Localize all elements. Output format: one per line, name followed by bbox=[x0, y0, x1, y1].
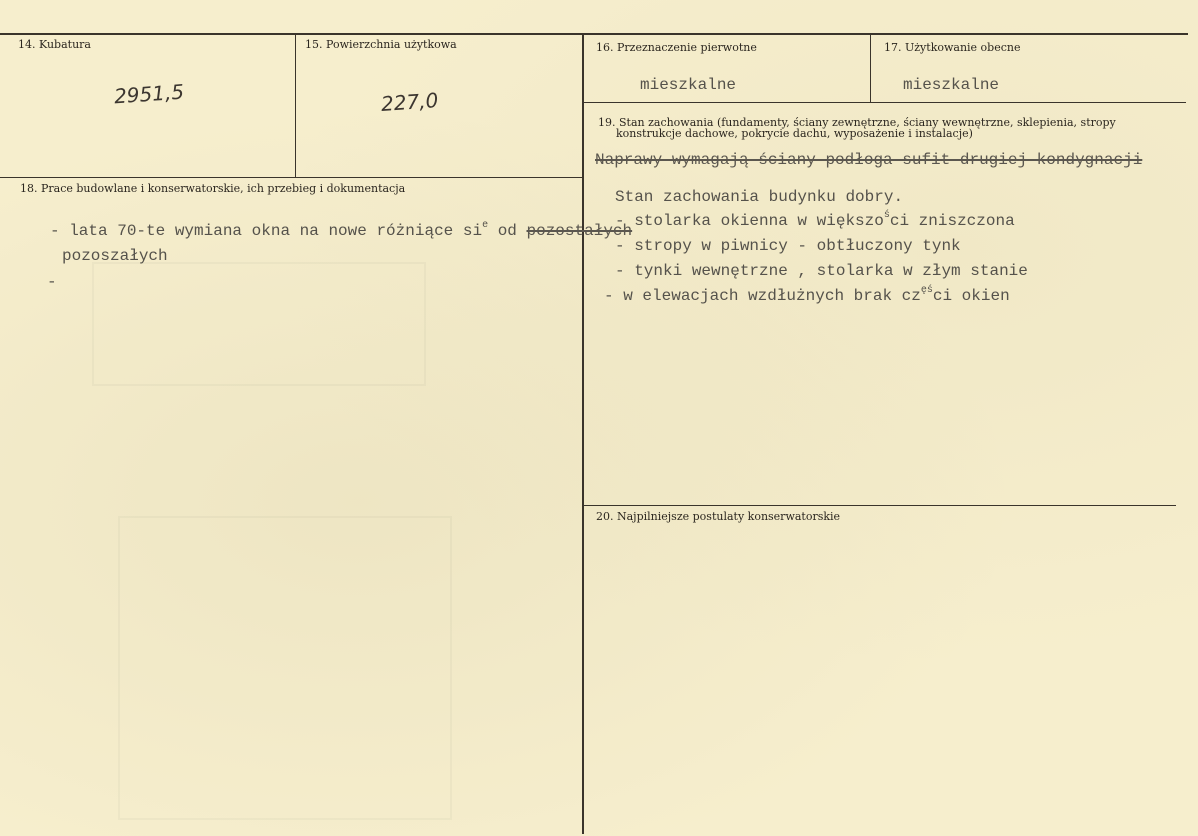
field-18-line-1-superscript: e bbox=[482, 220, 489, 231]
field-19-line-1: Stan zachowania budynku dobry. bbox=[615, 188, 904, 206]
field-17-label: 17. Użytkowanie obecne bbox=[884, 41, 1021, 54]
field-19-label-line-1: 19. Stan zachowania (fundamenty, ściany zewnętrzne, ściany wewnętrzne, sklepienia, stropy bbox=[598, 116, 1116, 129]
field-16-label: 16. Przeznaczenie pierwotne bbox=[596, 41, 757, 54]
divider-16-17 bbox=[870, 34, 871, 102]
field-19-line-2-superscript: ś bbox=[883, 210, 890, 221]
field-18-line-2: pozoszałych bbox=[62, 247, 168, 265]
field-18-struck-word: pozostałych bbox=[526, 222, 633, 240]
field-19-line-5 bbox=[604, 286, 1010, 309]
field-18-line-1-text-after: od bbox=[488, 222, 527, 240]
divider-main bbox=[582, 34, 584, 834]
field-19-line-5-superscript: ęś bbox=[920, 285, 933, 296]
field-19-line-2 bbox=[615, 211, 1015, 234]
field-20-label: 20. Najpilniejsze postulaty konserwatorskie bbox=[596, 510, 841, 523]
field-14-label: 14. Kubatura bbox=[18, 38, 91, 51]
field-16-value: mieszkalne bbox=[640, 76, 737, 94]
bleed-through-frame bbox=[92, 262, 426, 386]
field-15-value: 227,0 bbox=[380, 88, 440, 116]
field-18-line-1-text: - lata 70-te wymiana okna na nowe różniące si bbox=[50, 222, 483, 240]
field-17-value: mieszkalne bbox=[903, 76, 1000, 94]
field-19-struck-line: Naprawy wymagają ściany podłoga sufit drugiej kondygnacji bbox=[595, 151, 1143, 169]
rule-below-14-15 bbox=[0, 177, 583, 178]
field-15-label: 15. Powierzchnia użytkowa bbox=[305, 38, 457, 51]
field-18-line-1 bbox=[50, 221, 632, 244]
field-18-line-3: - bbox=[47, 273, 57, 291]
divider-14-15 bbox=[295, 34, 296, 177]
rule-below-16-17 bbox=[583, 102, 1186, 103]
top-rule bbox=[0, 33, 1188, 35]
field-19-line-5-text: - w elewacjach wzdłużnych brak cz bbox=[604, 287, 921, 305]
field-19-line-2-text-after: ci zniszczona bbox=[889, 212, 1015, 230]
field-14-value: 2951,5 bbox=[113, 79, 185, 109]
field-19-line-3: - stropy w piwnicy - obtłuczony tynk bbox=[615, 237, 961, 255]
field-19-label-line-2: konstrukcje dachowe, pokrycie dachu, wyposażenie i instalacje) bbox=[616, 127, 973, 140]
rule-above-20 bbox=[583, 505, 1176, 506]
field-19-line-2-text: - stolarka okienna w większo bbox=[615, 212, 884, 230]
field-19-line-4: - tynki wewnętrzne , stolarka w złym stanie bbox=[615, 262, 1028, 280]
bleed-through-frame bbox=[118, 516, 452, 820]
field-18-label: 18. Prace budowlane i konserwatorskie, ich przebieg i dokumentacja bbox=[20, 182, 406, 195]
field-19-line-5-text-after: ci okien bbox=[932, 287, 1010, 305]
